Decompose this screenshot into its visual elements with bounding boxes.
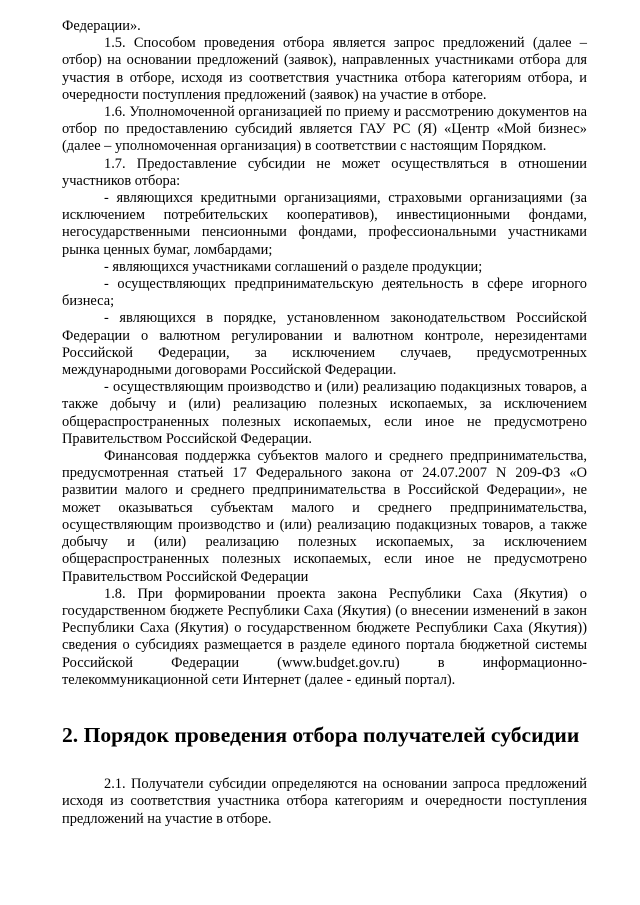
list-item-non-residents: - являющихся в порядке, установленном законодательством Российской Федерации о валютном регулировании и валютном контроле, нерезидентами Российской Федерации, за исключением случаев, предусмотренных международными договорами Российской Федерации. <box>62 310 587 379</box>
paragraph-2-1: 2.1. Получатели субсидии определяются на основании запроса предложений исходя из соответствия участника отбора категориям и очередности поступления предложений на участие в отборе. <box>62 776 587 827</box>
paragraph-continuation: Федерации». <box>62 18 141 34</box>
paragraph-financial-support: Финансовая поддержка субъектов малого и среднего предпринимательства, предусмотренная статьей 17 Федерального закона от 24.07.2007 N 209-ФЗ «О развитии малого и среднего предпринимательства в Российской Федерации», не может оказываться субъектам малого и среднего предпринимательства, осуществляющим производство и (или) реализацию подакцизных товаров, а также добычу и (или) реализацию полезных ископаемых, за исключением общераспространенных полезных ископаемых, если иное не предусмотрено Правительством Российской Федерации <box>62 448 587 585</box>
document-page <box>62 18 587 828</box>
list-item-credit-organizations: - являющихся кредитными организациями, страховыми организациями (за исключением потребительских кооперативов), инвестиционными фондами, негосударственными пенсионными фондами, профессиональными участниками рынка ценных бумаг, ломбардами; <box>62 190 587 258</box>
paragraph-1-5: 1.5. Способом проведения отбора является запрос предложений (далее – отбор) на основании предложений (заявок), направленных участниками отбора для участия в отборе, исходя из соответствия участника отбора категориям отбора, и очередности поступления предложений (заявок) на участие в отборе. <box>62 35 587 103</box>
list-item-gambling: - осуществляющих предпринимательскую деятельность в сфере игорного бизнеса; <box>62 276 587 310</box>
paragraph-1-7: 1.7. Предоставление субсидии не может осуществляться в отношении участников отбора: <box>62 155 587 189</box>
list-item-production-sharing: - являющихся участниками соглашений о разделе продукции; <box>104 258 483 275</box>
list-item-excisable-goods: - осуществляющим производство и (или) реализацию подакцизных товаров, а также добычу и (или) реализацию полезных ископаемых, за исключением общераспространенных полезных ископаемых, если иное не предусмотрено Правительством Российской Федерации. <box>62 379 587 447</box>
paragraph-1-8: 1.8. При формировании проекта закона Республики Саха (Якутия) о государственном бюджете Республики Саха (Якутия) (о внесении изменений в закон Республики Саха (Якутия) о государственном бюджете Республики Саха (Якутия)) сведения о субсидиях размещается в разделе единого портала бюджетной системы Российской Федерации (www.budget.gov.ru) в информационно-телекоммуникационной сети Интернет (далее - единый портал). <box>62 585 587 688</box>
section-heading: 2. Порядок проведения отбора получателей субсидии <box>62 722 580 747</box>
paragraph-1-6: 1.6. Уполномоченной организацией по приему и рассмотрению документов на отбор по предоставлению субсидий является ГАУ РС (Я) «Центр «Мой бизнес» (далее – уполномоченная организация) в соответствии с настоящим Порядком. <box>62 104 587 155</box>
